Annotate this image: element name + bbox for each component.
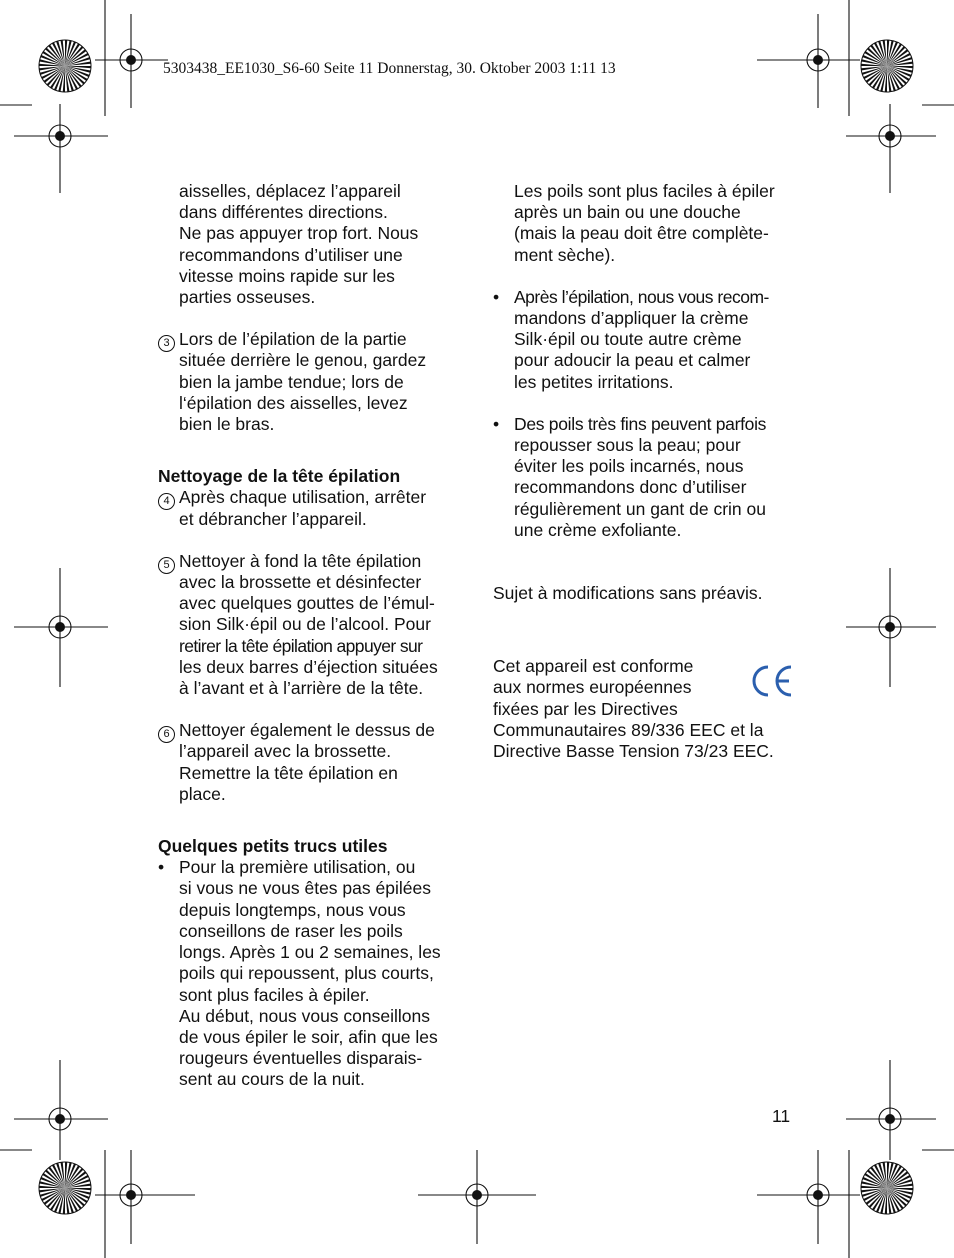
- step-number-badge: 4: [158, 493, 175, 510]
- crosshair-icon: [846, 1060, 936, 1160]
- text-line: située derrière le genou, gardez: [179, 350, 427, 371]
- text-line: recommandons donc d’utiliser: [514, 477, 747, 498]
- text-line: une crème exfoliante.: [514, 519, 682, 540]
- conformity-statement: [493, 656, 798, 762]
- cleaning-heading: Nettoyage de la tête épilation: [158, 466, 401, 487]
- step-number-badge: 5: [158, 557, 175, 574]
- text-line: recommandons d’utiliser une: [179, 244, 403, 265]
- text-line: Après l’épilation, nous vous recom-: [514, 286, 769, 307]
- text-line: fixées par les Directives: [493, 698, 678, 719]
- intro-paragraph: [158, 181, 463, 308]
- text-line: parties osseuses.: [179, 287, 316, 308]
- crosshair-icon: [846, 104, 936, 193]
- text-line: Nettoyer également le dessus de: [179, 720, 435, 741]
- text-line: retirer la tête épilation appuyer sur: [179, 635, 423, 656]
- text-line: poils qui repoussent, plus courts,: [179, 963, 434, 984]
- text-line: depuis longtemps, nous vous: [179, 899, 406, 920]
- ce-mark-icon: [746, 661, 794, 701]
- step-4: [158, 487, 463, 529]
- text-line: l‘épilation des aisselles, levez: [179, 392, 408, 413]
- tips-heading: Quelques petits trucs utiles: [158, 836, 388, 857]
- text-line: après un bain ou une douche: [514, 202, 741, 223]
- modification-notice: Sujet à modifications sans préavis.: [493, 583, 763, 604]
- text-line: régulièrement un gant de crin ou: [514, 498, 766, 519]
- text-line: Remettre la tête épilation en: [179, 762, 398, 783]
- text-line: l’appareil avec la brossette.: [179, 741, 392, 762]
- bullet: •: [158, 857, 165, 878]
- left-column: [158, 181, 463, 1091]
- text-line: sont plus faciles à épiler.: [179, 984, 370, 1005]
- text-line: repousser sous la peau; pour: [514, 435, 741, 456]
- text-line: rougeurs éventuelles disparais-: [179, 1048, 423, 1069]
- text-line: aisselles, déplacez l’appareil: [179, 181, 401, 201]
- text-line: bien la jambe tendue; lors de: [179, 371, 404, 392]
- text-line: si vous ne vous êtes pas épilées: [179, 878, 431, 899]
- tip-1: [158, 857, 463, 1090]
- text-line: de vous épiler le soir, afin que les: [179, 1026, 438, 1047]
- text-line: Communautaires 89/336 EEC et la: [493, 719, 764, 740]
- text-line: bien le bras.: [179, 414, 275, 435]
- text-line: dans différentes directions.: [179, 202, 388, 223]
- step-3: [158, 329, 463, 435]
- text-line: conseillons de raser les poils: [179, 920, 403, 941]
- text-line: les petites irritations.: [514, 371, 674, 392]
- right-column: [493, 181, 798, 762]
- text-line: Des poils très fins peuvent parfois: [514, 413, 767, 434]
- text-line: à l’avant et à l’arrière de la tête.: [179, 678, 424, 699]
- text-line: Ne pas appuyer trop fort. Nous: [179, 223, 419, 244]
- bullet: •: [493, 286, 500, 307]
- tip-3: [493, 414, 798, 541]
- text-line: sion Silk·épil ou de l’alcool. Pour: [179, 614, 431, 635]
- crosshair-icon: [14, 1060, 108, 1160]
- text-line: vitesse moins rapide sur les: [179, 265, 395, 286]
- step-6: [158, 720, 463, 805]
- text-line: place.: [179, 783, 226, 804]
- text-line: pour adoucir la peau et calmer: [514, 350, 751, 371]
- text-line: Lors de l’épilation de la partie: [179, 329, 407, 350]
- step-number-badge: 3: [158, 335, 175, 352]
- text-line: Les poils sont plus faciles à épiler: [514, 181, 775, 201]
- text-line: avec la brossette et désinfecter: [179, 572, 422, 593]
- text-line: Au début, nous vous conseillons: [179, 1005, 430, 1026]
- text-line: avec quelques gouttes de l’émul-: [179, 593, 435, 614]
- text-line: mandons d’appliquer la crème: [514, 308, 749, 329]
- tip-2: [493, 287, 798, 393]
- text-line: Directive Basse Tension 73/23 EEC.: [493, 741, 774, 762]
- crosshair-icon: [757, 1150, 860, 1244]
- text-line: éviter les poils incarnés, nous: [514, 456, 744, 477]
- crosshair-icon: [95, 1150, 195, 1244]
- text-line: Nettoyer à fond la tête épilation: [179, 550, 422, 571]
- print-info-header: 5303438_EE1030_S6-60 Seite 11 Donnerstag, 30. Oktober 2003 1:11 13: [163, 60, 616, 77]
- text-line: ment sèche).: [514, 244, 616, 265]
- text-line: Après chaque utilisation, arrêter: [179, 487, 427, 508]
- page-number: 11: [772, 1106, 791, 1126]
- crosshair-icon: [757, 14, 860, 108]
- text-line: (mais la peau doit être complète-: [514, 223, 769, 244]
- text-line: Pour la première utilisation, ou: [179, 857, 416, 878]
- text-line: sent au cours de la nuit.: [179, 1069, 365, 1090]
- text-line: Silk·épil ou toute autre crème: [514, 329, 742, 350]
- step-5: [158, 551, 463, 699]
- text-line: et débrancher l’appareil.: [179, 508, 367, 529]
- step-number-badge: 6: [158, 726, 175, 743]
- bullet: •: [493, 413, 500, 434]
- crosshair-icon: [14, 104, 108, 193]
- text-line: longs. Après 1 ou 2 semaines, les: [179, 942, 441, 963]
- text-line: les deux barres d’éjection situées: [179, 656, 438, 677]
- tip-1-continued: [493, 181, 798, 266]
- text-line: aux normes européennes: [493, 677, 692, 698]
- text-line: Cet appareil est conforme: [493, 656, 694, 677]
